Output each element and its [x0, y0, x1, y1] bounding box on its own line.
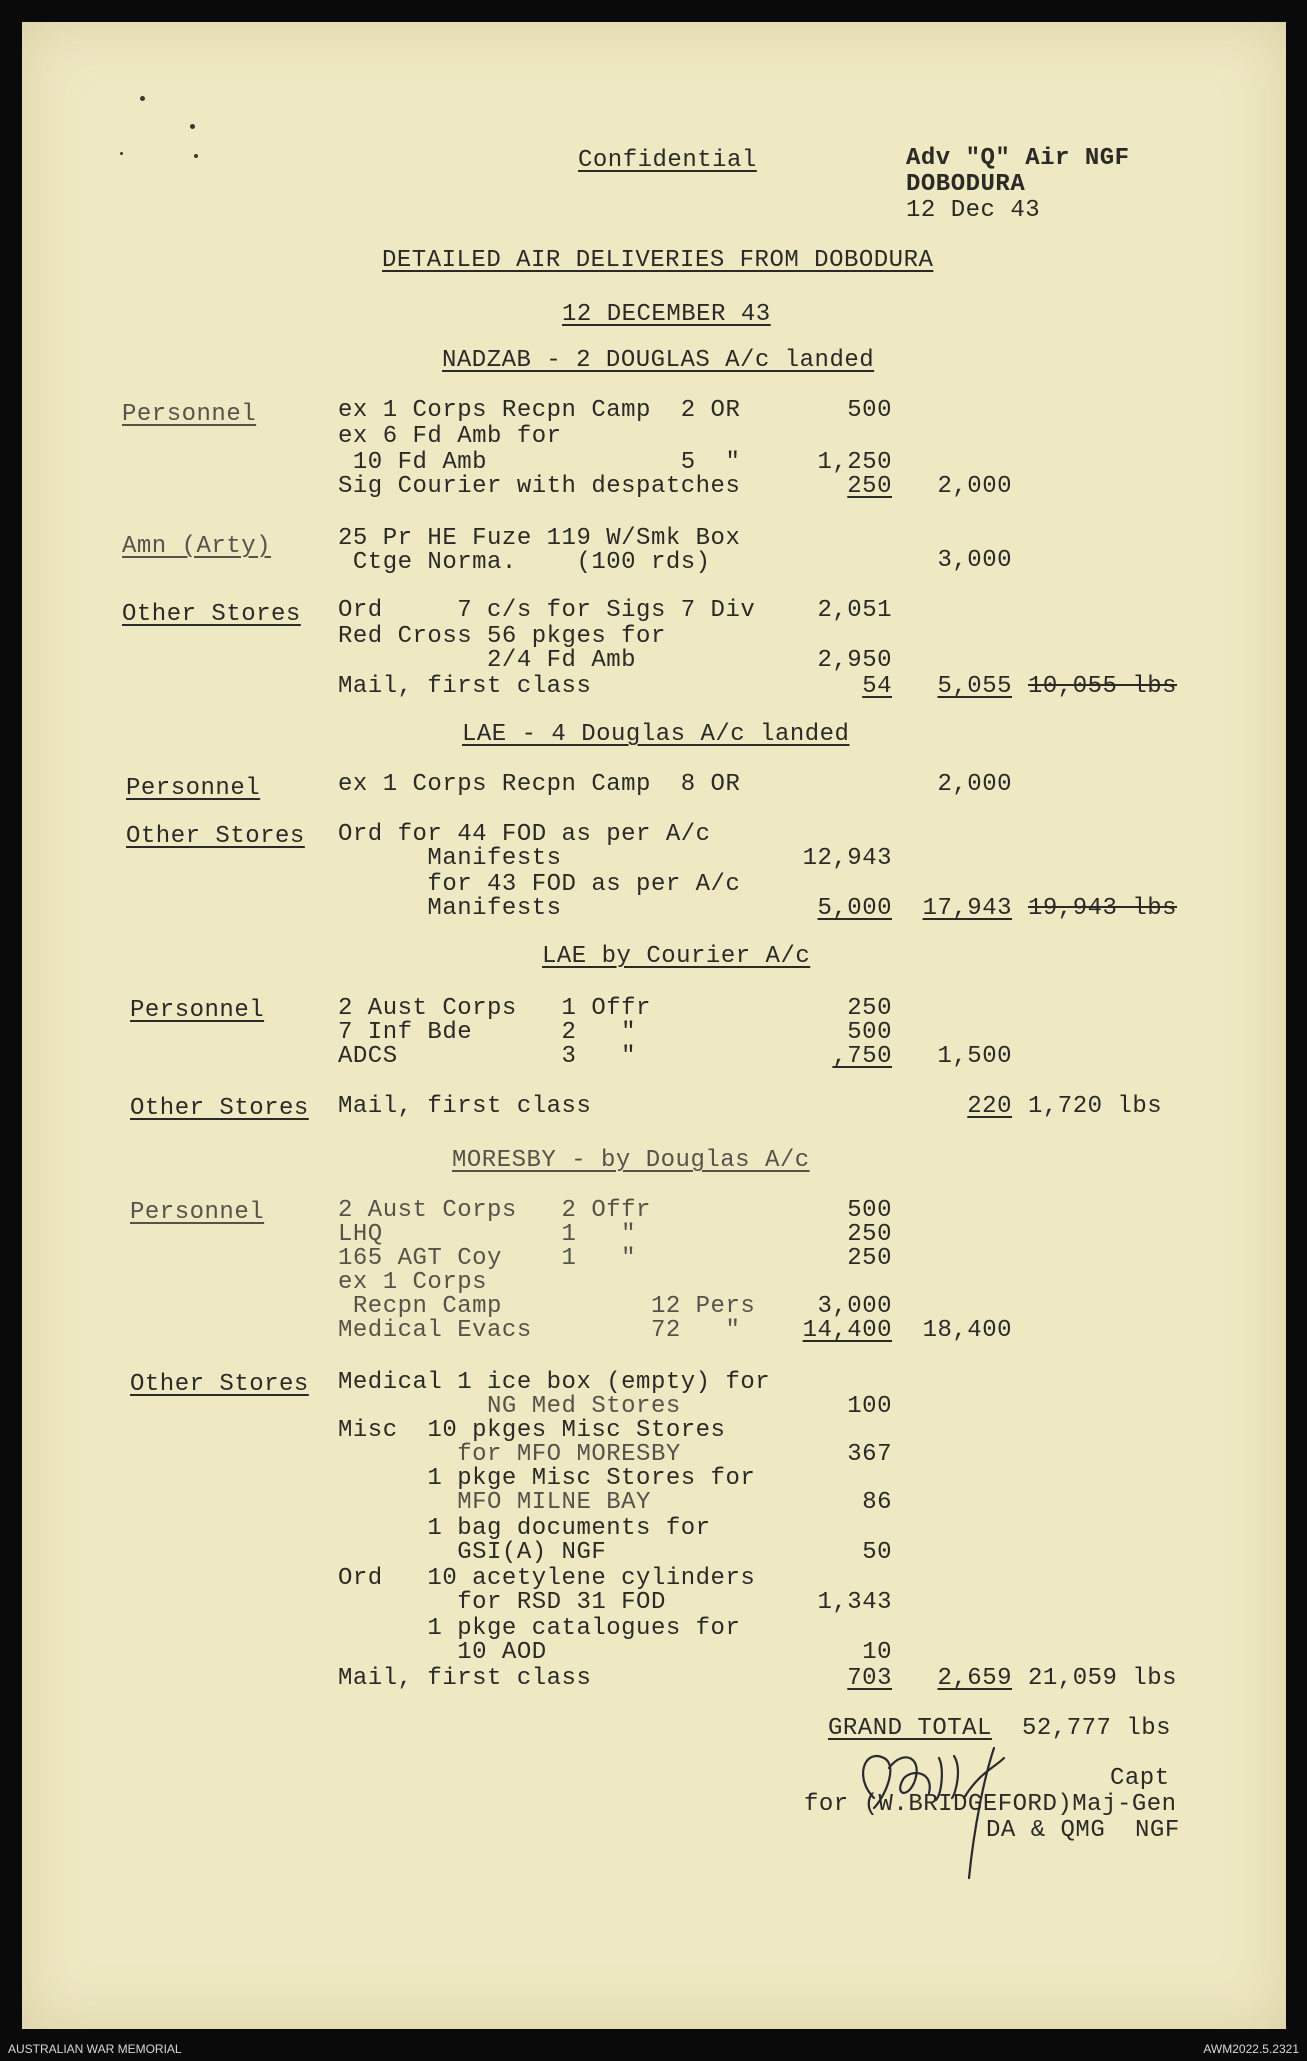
section-heading: LAE - 4 Douglas A/c landed [462, 721, 850, 748]
signature-rank: Capt [1110, 1765, 1170, 1792]
grand-total-label: GRAND TOTAL [828, 1715, 992, 1742]
office-label: Adv "Q" Air NGF [906, 145, 1130, 172]
group-label: Personnel [122, 401, 257, 428]
section-heading: LAE by Courier A/c [542, 943, 811, 970]
footer-right: AWM2022.5.2321 [1203, 2042, 1299, 2056]
line-total: 19,943 lbs [1028, 895, 1178, 922]
paper-mark [140, 96, 145, 101]
line-amount: 2,950 [817, 647, 892, 674]
line-text: 25 Pr HE Fuze 119 W/Smk Box [338, 525, 741, 552]
line-total: 21,059 lbs [1028, 1665, 1178, 1692]
line-subtotal: 2,659 [937, 1665, 1012, 1692]
line-text: 165 AGT Coy 1 " [338, 1245, 637, 1272]
line-text: Misc 10 pkges Misc Stores [338, 1417, 726, 1444]
line-text: Sig Courier with despatches [338, 473, 741, 500]
location-label: DOBODURA [906, 171, 1026, 198]
line-amount: 3,000 [817, 1293, 892, 1320]
line-text: for RSD 31 FOD [338, 1589, 666, 1616]
paper-mark [194, 154, 198, 158]
line-amount: 1,343 [817, 1589, 892, 1616]
line-text: Manifests [338, 895, 562, 922]
line-text: NG Med Stores [338, 1393, 681, 1420]
page-title: DETAILED AIR DELIVERIES FROM DOBODURA [382, 247, 934, 274]
line-text: Ord 10 acetylene cylinders [338, 1565, 756, 1592]
line-text: Mail, first class [338, 1665, 592, 1692]
line-text: ADCS 3 " [338, 1043, 637, 1070]
line-amount: 2,051 [817, 597, 892, 624]
paper-mark [190, 124, 195, 129]
line-text: Medical Evacs 72 " [338, 1317, 741, 1344]
line-subtotal: 18,400 [922, 1317, 1012, 1344]
line-amount: ,750 [832, 1043, 892, 1070]
group-label: Other Stores [130, 1371, 309, 1398]
line-text: 10 Fd Amb 5 " [338, 449, 741, 476]
line-total: 10,055 lbs [1028, 673, 1178, 700]
line-amount: 54 [862, 673, 892, 700]
line-amount: 86 [862, 1489, 892, 1516]
line-amount: 500 [847, 1019, 892, 1046]
group-label: Other Stores [122, 601, 301, 628]
line-text: Mail, first class [338, 1093, 592, 1120]
line-amount: 500 [847, 1197, 892, 1224]
line-text: Ord 7 c/s for Sigs 7 Div [338, 597, 756, 624]
line-amount: 250 [847, 1221, 892, 1248]
line-total: 1,720 lbs [1028, 1093, 1163, 1120]
line-text: ex 1 Corps Recpn Camp 2 OR [338, 397, 741, 424]
line-amount: 1,250 [817, 449, 892, 476]
group-label: Other Stores [126, 823, 305, 850]
line-subtotal: 2,000 [937, 473, 1012, 500]
line-amount: 250 [847, 473, 892, 500]
line-text: 10 AOD [338, 1639, 547, 1666]
line-amount: 100 [847, 1393, 892, 1420]
line-text: 2/4 Fd Amb [338, 647, 637, 674]
line-amount: 10 [862, 1639, 892, 1666]
signature-appointment: DA & QMG NGF [986, 1817, 1180, 1844]
line-amount: 5,000 [817, 895, 892, 922]
group-label: Amn (Arty) [122, 533, 272, 560]
line-text: 1 bag documents for [338, 1515, 711, 1542]
line-text: Ctge Norma. (100 rds) [338, 549, 711, 576]
line-amount: 50 [862, 1539, 892, 1566]
line-amount: 12,943 [802, 845, 892, 872]
line-text: ex 1 Corps Recpn Camp 8 OR [338, 771, 741, 798]
line-text: Red Cross 56 pkges for [338, 623, 666, 650]
line-text: 1 pkge catalogues for [338, 1615, 741, 1642]
group-label: Personnel [130, 997, 265, 1024]
line-subtotal: 220 [967, 1093, 1012, 1120]
line-text: 1 pkge Misc Stores for [338, 1465, 756, 1492]
line-text: for 43 FOD as per A/c [338, 871, 741, 898]
line-subtotal: 1,500 [937, 1043, 1012, 1070]
signature-for-line: for (W.BRIDGEFORD)Maj-Gen [804, 1791, 1177, 1818]
line-amount: 703 [847, 1665, 892, 1692]
line-amount: 500 [847, 397, 892, 424]
line-text: GSI(A) NGF [338, 1539, 607, 1566]
line-text: ex 1 Corps [338, 1269, 488, 1296]
line-amount: 250 [847, 1245, 892, 1272]
line-text: Manifests [338, 845, 562, 872]
line-text: 2 Aust Corps 1 Offr [338, 995, 651, 1022]
line-amount: 250 [847, 995, 892, 1022]
grand-total-value: 52,777 lbs [1022, 1715, 1172, 1742]
line-subtotal: 3,000 [937, 547, 1012, 574]
line-subtotal: 5,055 [937, 673, 1012, 700]
group-label: Other Stores [130, 1095, 309, 1122]
line-subtotal: 17,943 [922, 895, 1012, 922]
section-heading: NADZAB - 2 DOUGLAS A/c landed [442, 347, 875, 374]
date-label: 12 Dec 43 [906, 197, 1041, 224]
paper-mark [120, 152, 123, 155]
page-subtitle: 12 DECEMBER 43 [562, 301, 771, 328]
confidential-label: Confidential [578, 147, 757, 174]
line-amount: 367 [847, 1441, 892, 1468]
line-text: Mail, first class [338, 673, 592, 700]
line-text: Medical 1 ice box (empty) for [338, 1369, 771, 1396]
line-text: LHQ 1 " [338, 1221, 637, 1248]
document-page [22, 22, 1286, 2029]
group-label: Personnel [130, 1199, 265, 1226]
line-amount: 14,400 [802, 1317, 892, 1344]
line-text: Ord for 44 FOD as per A/c [338, 821, 711, 848]
line-text: ex 6 Fd Amb for [338, 423, 562, 450]
line-text: MFO MILNE BAY [338, 1489, 651, 1516]
line-text: Recpn Camp 12 Pers [338, 1293, 756, 1320]
footer-left: AUSTRALIAN WAR MEMORIAL [8, 2042, 182, 2056]
line-text: 2 Aust Corps 2 Offr [338, 1197, 651, 1224]
group-label: Personnel [126, 775, 261, 802]
archive-footer [0, 2037, 1307, 2061]
line-text: 7 Inf Bde 2 " [338, 1019, 637, 1046]
line-subtotal: 2,000 [937, 771, 1012, 798]
section-heading: MORESBY - by Douglas A/c [452, 1147, 810, 1174]
line-text: for MFO MORESBY [338, 1441, 681, 1468]
